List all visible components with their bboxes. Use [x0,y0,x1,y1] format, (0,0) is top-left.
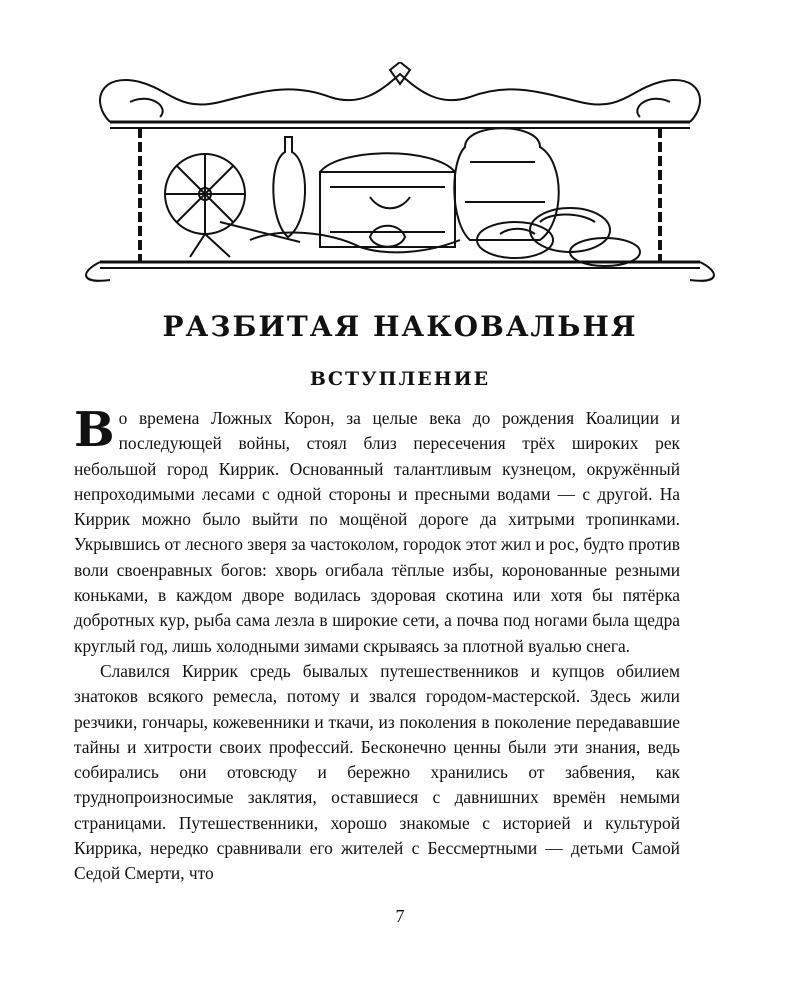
drop-cap: В [74,402,115,458]
section-subtitle: ВСТУПЛЕНИЕ [309,368,491,390]
paragraph [74,402,680,659]
paragraph [74,659,680,887]
page-number: 7 [395,906,405,926]
body-text [74,402,680,887]
chapter-title: РАЗБИТАЯ НАКОВАЛЬНЯ [162,310,638,343]
paragraph-1-text: о времена Ложных Корон, за целые века до рождения Коалиции и последующей войны, стоял близ пересечения трёх широких рек небольшой город Киррик. Основанный талантливым кузнецом, окружённый непроходимыми лесами с одной стороны и пресными водами — с другой. На Киррик можно было выйти по мощёной дороге да хитрыми тропинками. Укрывшись от лесного зверя за частоколом, городок этот жил и рос, будто против воли своенравных богов: хворь огибала тёплые избы, коронованные резными коньками, в каждом дворе водилась здоровая скотина или хотя бы пятёрка добротных кур, рыба сама лезла в широкие сети, а почва под ногами была щедра круглый год, лишь холодными зимами скрываясь за плотной вуалью снега. [74,408,680,656]
header-illustration [70,62,730,284]
ornament-frame-icon [70,62,730,284]
paragraph-2-text: Славился Киррик средь бывалых путешественников и купцов обилием знатоков всякого ремесла, потому и звался городом-мастерской. Здесь жили резчики, гончары, кожевенники и ткачи, из поколения в поколение передававшие тайны и хитрости своих профессий. Бесконечно ценны были эти знания, ведь собирались они отовсюду и бережно хранились от забвения, как труднопроизносимые заклятия, оставшиеся с давнишних времён немыми страницами. Путешественники, хорошо знакомые с историей и культурой Киррика, нередко сравнивали его жителей с Бессмертными — детьми Самой Седой Смерти, что [74,660,680,884]
